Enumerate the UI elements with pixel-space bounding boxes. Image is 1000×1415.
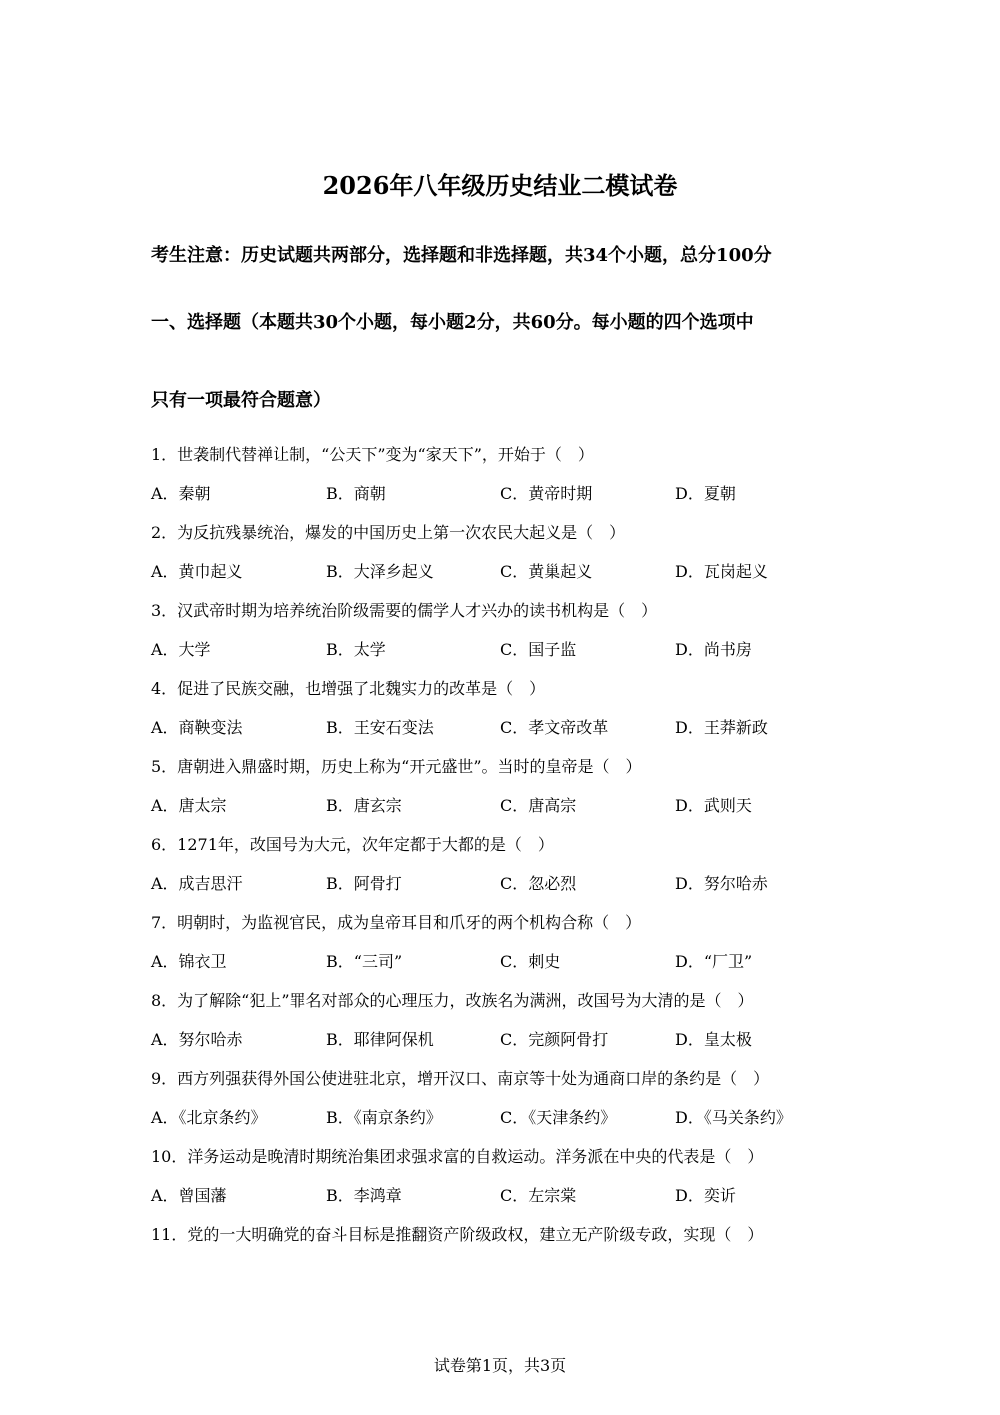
option-b: B．李鸿章 — [326, 1186, 402, 1205]
page-title: 2026年八年级历史结业二模试卷 — [322, 171, 678, 200]
option-d: D．武则天 — [675, 796, 752, 815]
options-row — [151, 1184, 871, 1208]
section-heading-line-2: 只有一项最符合题意） — [151, 390, 331, 411]
option-c: C．《天津条约》 — [500, 1108, 617, 1127]
option-a: A．唐太宗 — [151, 796, 227, 815]
option-b: B．太学 — [326, 640, 386, 659]
question-text: 11．党的一大明确党的奋斗目标是推翻资产阶级政权，建立无产阶级专政，实现（ ） — [151, 1225, 764, 1244]
option-a: A．黄巾起义 — [151, 562, 243, 581]
option-d: D．“厂卫” — [675, 952, 753, 971]
option-b: B．《南京条约》 — [326, 1108, 442, 1127]
option-c: C．左宗棠 — [500, 1186, 577, 1205]
option-c: C．唐高宗 — [500, 796, 577, 815]
options-row — [151, 638, 871, 662]
option-b: B．王安石变法 — [326, 718, 434, 737]
options-row — [151, 1028, 871, 1052]
options-row — [151, 950, 871, 974]
option-a: A．锦衣卫 — [151, 952, 227, 971]
option-b: B．商朝 — [326, 484, 386, 503]
question-text: 2．为反抗残暴统治，爆发的中国历史上第一次农民大起义是（ ） — [151, 523, 626, 542]
options-row — [151, 872, 871, 896]
option-c: C．国子监 — [500, 640, 577, 659]
options-row — [151, 560, 871, 584]
option-a: A．曾国藩 — [151, 1186, 227, 1205]
option-d: D．尚书房 — [675, 640, 752, 659]
option-d: D．瓦岗起义 — [675, 562, 768, 581]
question-text: 10．洋务运动是晚清时期统治集团求强求富的自救运动。洋务派在中央的代表是（ ） — [151, 1147, 764, 1166]
question-text: 8．为了解除“犯上”罪名对部众的心理压力，改族名为满洲，改国号为大清的是（ ） — [151, 991, 754, 1010]
section-heading-line-1: 一、选择题（本题共30个小题，每小题2分，共60分。每小题的四个选项中 — [151, 312, 754, 333]
option-d: D．奕䜣 — [675, 1186, 736, 1205]
option-c: C．黄巢起义 — [500, 562, 593, 581]
option-c: C．孝文帝改革 — [500, 718, 609, 737]
option-d: D．皇太极 — [675, 1030, 752, 1049]
question-text: 7．明朝时，为监视官民，成为皇帝耳目和爪牙的两个机构合称（ ） — [151, 913, 642, 932]
option-d: D．王莽新政 — [675, 718, 768, 737]
option-b: B．“三司” — [326, 952, 403, 971]
options-row — [151, 1106, 871, 1130]
options-row — [151, 794, 871, 818]
option-d: D．努尔哈赤 — [675, 874, 768, 893]
option-b: B．唐玄宗 — [326, 796, 402, 815]
option-a: A．成吉思汗 — [151, 874, 243, 893]
option-a: A．《北京条约》 — [151, 1108, 267, 1127]
option-d: D．夏朝 — [675, 484, 736, 503]
page-footer: 试卷第1页，共3页 — [433, 1356, 567, 1375]
option-d: D．《马关条约》 — [675, 1108, 792, 1127]
option-c: C．忽必烈 — [500, 874, 577, 893]
question-text: 5．唐朝进入鼎盛时期，历史上称为“开元盛世”。当时的皇帝是（ ） — [151, 757, 642, 776]
option-c: C．刺史 — [500, 952, 561, 971]
question-text: 1．世袭制代替禅让制，“公天下”变为“家天下”，开始于（ ） — [151, 445, 594, 464]
option-b: B．大泽乡起义 — [326, 562, 434, 581]
exam-notice: 考生注意：历史试题共两部分，选择题和非选择题，共34个小题，总分100分 — [151, 245, 772, 266]
option-a: A．商鞅变法 — [151, 718, 243, 737]
options-row — [151, 482, 871, 506]
option-b: B．阿骨打 — [326, 874, 402, 893]
option-a: A．努尔哈赤 — [151, 1030, 243, 1049]
options-row — [151, 716, 871, 740]
question-text: 9．西方列强获得外国公使进驻北京，增开汉口、南京等十处为通商口岸的条约是（ ） — [151, 1069, 770, 1088]
question-text: 6．1271年，改国号为大元，次年定都于大都的是（ ） — [151, 835, 554, 854]
option-b: B．耶律阿保机 — [326, 1030, 434, 1049]
option-c: C．完颜阿骨打 — [500, 1030, 609, 1049]
question-text: 3．汉武帝时期为培养统治阶级需要的儒学人才兴办的读书机构是（ ） — [151, 601, 658, 620]
question-text: 4．促进了民族交融，也增强了北魏实力的改革是（ ） — [151, 679, 546, 698]
option-a: A．秦朝 — [151, 484, 211, 503]
option-a: A．大学 — [151, 640, 211, 659]
option-c: C．黄帝时期 — [500, 484, 593, 503]
